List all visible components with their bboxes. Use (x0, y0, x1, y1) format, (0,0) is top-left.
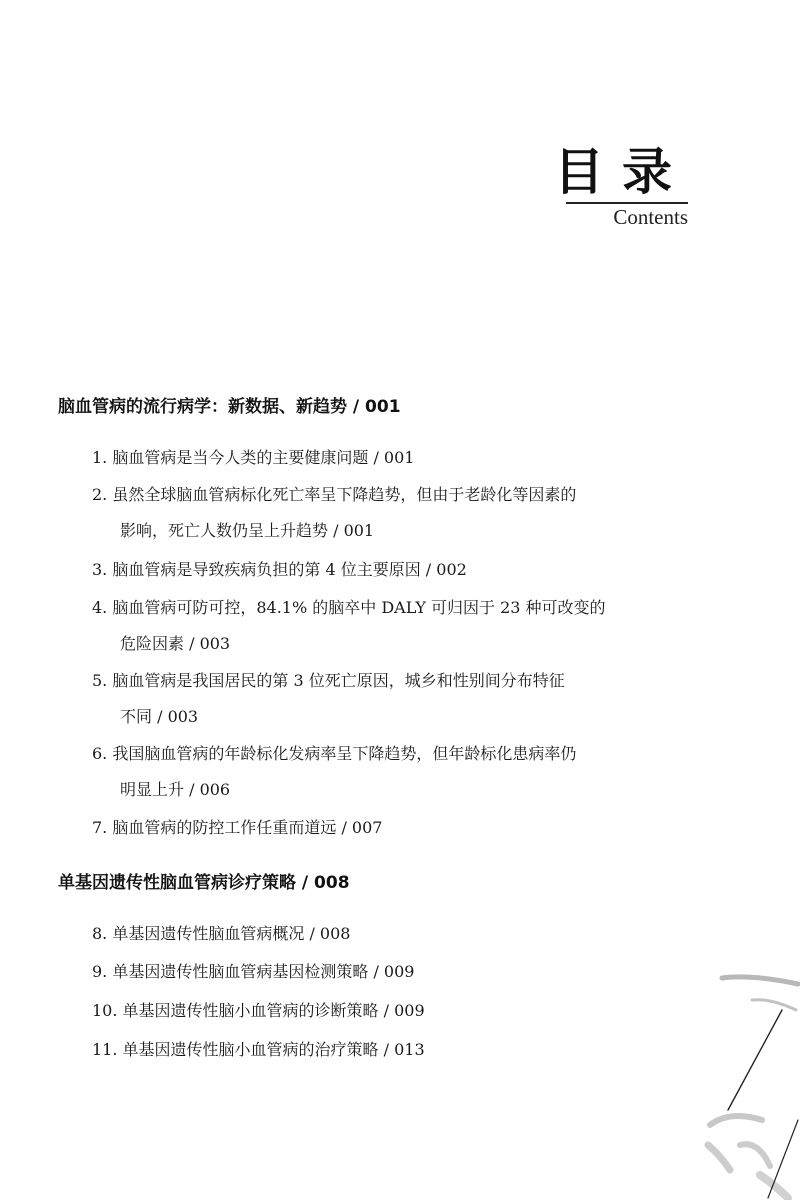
toc-entry-line: 4. 脑血管病可防可控，84.1% 的脑卒中 DALY 可归因于 23 种可改变的 (92, 598, 606, 617)
toc-entry-line: 6. 我国脑血管病的年龄标化发病率呈下降趋势，但年龄标化患病率仍 (92, 744, 577, 763)
toc-entry-10[interactable] (92, 993, 692, 1029)
section-heading-epidemiology[interactable]: 脑血管病的流行病学：新数据、新趋势 / 001 (58, 397, 401, 417)
page-subtitle: Contents (613, 205, 688, 229)
toc-entry-line: 2. 虽然全球脑血管病标化死亡率呈下降趋势，但由于老龄化等因素的 (92, 485, 577, 504)
toc-entry-line: 危险因素 / 003 (120, 634, 231, 653)
section-heading-monogenic[interactable]: 单基因遗传性脑血管病诊疗策略 / 008 (58, 873, 350, 893)
toc-entry-9[interactable] (92, 954, 692, 990)
toc-entry-line: 9. 单基因遗传性脑血管病基因检测策略 / 009 (92, 962, 415, 981)
toc-entry-line: 3. 脑血管病是导致疾病负担的第 4 位主要原因 / 002 (92, 560, 467, 579)
toc-entry-line: 7. 脑血管病的防控工作任重而道远 / 007 (92, 818, 383, 837)
toc-entry-line: 10. 单基因遗传性脑小血管病的诊断策略 / 009 (92, 1001, 425, 1020)
toc-entry-line: 不同 / 003 (120, 707, 199, 726)
toc-entry-line: 1. 脑血管病是当今人类的主要健康问题 / 001 (92, 448, 415, 467)
toc-entry-2[interactable] (92, 477, 692, 549)
toc-entry-8[interactable] (92, 916, 692, 952)
page-title: 目录 (554, 142, 690, 201)
toc-entry-5[interactable] (92, 663, 692, 735)
toc-entry-1[interactable] (92, 440, 692, 476)
toc-entry-line: 明显上升 / 006 (120, 780, 231, 799)
toc-entry-6[interactable] (92, 736, 692, 808)
toc-entry-11[interactable] (92, 1032, 692, 1068)
toc-entry-line: 5. 脑血管病是我国居民的第 3 位死亡原因，城乡和性别间分布特征 (92, 671, 565, 690)
title-underline (566, 202, 688, 204)
calligraphy-brush-icon (670, 970, 800, 1200)
toc-entry-3[interactable] (92, 552, 692, 588)
toc-entry-4[interactable] (92, 590, 692, 662)
toc-entry-line: 8. 单基因遗传性脑血管病概况 / 008 (92, 924, 351, 943)
toc-entry-7[interactable] (92, 810, 692, 846)
toc-entry-line: 影响，死亡人数仍呈上升趋势 / 001 (120, 521, 375, 540)
toc-entry-line: 11. 单基因遗传性脑小血管病的治疗策略 / 013 (92, 1040, 425, 1059)
